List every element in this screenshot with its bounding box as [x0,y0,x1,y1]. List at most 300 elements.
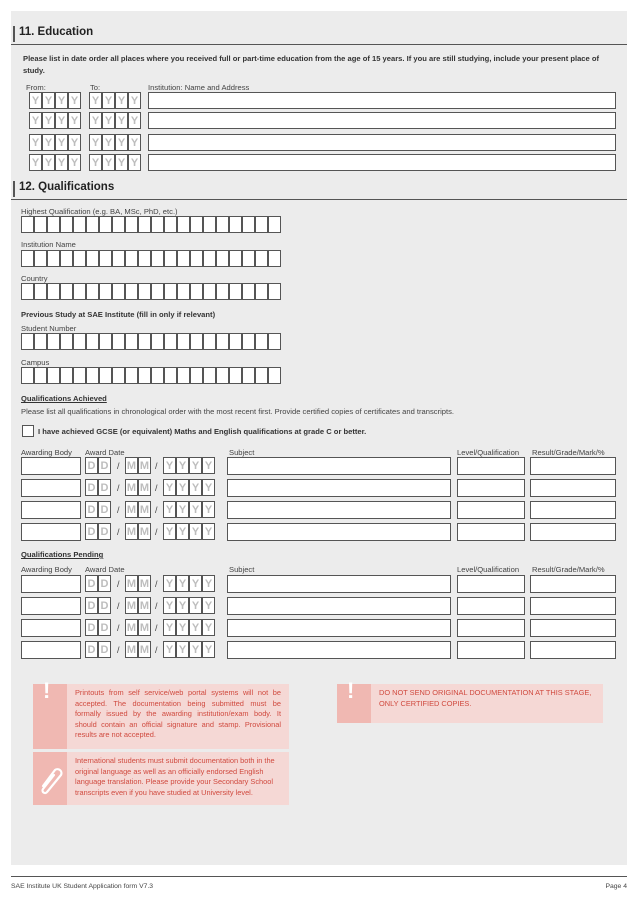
year-cells[interactable] [163,619,215,636]
awarding-body-field[interactable] [21,575,81,593]
year-cells[interactable] [163,597,215,614]
date-digit-cell[interactable]: M [138,575,151,592]
date-digit-cell[interactable]: M [125,479,138,496]
char-cell[interactable] [164,216,177,233]
char-cell[interactable] [60,367,73,384]
gcse-label: I have achieved GCSE (or equivalent) Maths and English qualifications at grade C or better. [38,427,367,436]
date-digit-cell[interactable]: Y [115,134,128,151]
date-digit-cell[interactable]: Y [55,92,68,109]
char-cell[interactable] [86,283,99,300]
char-cell[interactable] [73,283,86,300]
date-digit-cell[interactable]: M [138,501,151,518]
result-field[interactable] [530,641,616,659]
char-cell[interactable] [99,367,112,384]
result-field[interactable] [530,479,616,497]
col-level: Level/Qualification [457,448,520,457]
char-cell[interactable] [255,367,268,384]
char-cell[interactable] [216,216,229,233]
date-separator: / [155,579,158,589]
char-cell[interactable] [99,283,112,300]
char-cell[interactable] [242,333,255,350]
printouts-note-text: Printouts from self service/web portal systems will not be accepted. The documentation being submitted must be formally issued by the awarding institution/exam body. It should contain an official signature and stamp. Provisional results are not accepted. [75,688,281,739]
char-cell[interactable] [151,367,164,384]
date-digit-cell[interactable]: D [85,619,98,636]
char-cell[interactable] [151,283,164,300]
to-year-cells[interactable] [89,154,141,171]
date-digit-cell[interactable]: D [98,641,111,658]
date-digit-cell[interactable]: D [85,575,98,592]
char-cell[interactable] [177,283,190,300]
month-cells[interactable] [125,479,151,496]
date-digit-cell[interactable]: M [125,523,138,540]
student-number-label: Student Number [21,324,77,333]
date-digit-cell[interactable]: Y [176,479,189,496]
char-cell[interactable] [190,333,203,350]
char-cell[interactable] [268,216,281,233]
subject-field[interactable] [227,641,451,659]
date-digit-cell[interactable]: Y [189,457,202,474]
char-cell[interactable] [73,250,86,267]
date-digit-cell[interactable]: Y [202,479,215,496]
date-digit-cell[interactable]: Y [189,501,202,518]
date-digit-cell[interactable]: Y [189,479,202,496]
date-digit-cell[interactable]: Y [42,112,55,129]
year-cells[interactable] [163,641,215,658]
char-cell[interactable] [112,216,125,233]
col-level-pending: Level/Qualification [457,565,520,574]
char-cell[interactable] [151,333,164,350]
date-digit-cell[interactable]: M [138,523,151,540]
month-cells[interactable] [125,501,151,518]
date-digit-cell[interactable]: Y [176,457,189,474]
date-digit-cell[interactable]: Y [163,575,176,592]
date-digit-cell[interactable]: Y [68,154,81,171]
date-digit-cell[interactable]: Y [163,619,176,636]
institution-address-field[interactable] [148,92,616,109]
char-cell[interactable] [34,333,47,350]
char-cell[interactable] [60,250,73,267]
date-digit-cell[interactable]: M [125,619,138,636]
month-cells[interactable] [125,523,151,540]
result-field[interactable] [530,575,616,593]
level-field[interactable] [457,479,525,497]
campus-label: Campus [21,358,50,367]
date-digit-cell[interactable]: Y [202,575,215,592]
char-cell[interactable] [177,367,190,384]
day-cells[interactable] [85,479,111,496]
month-cells[interactable] [125,641,151,658]
char-cell[interactable] [125,333,138,350]
char-cell[interactable] [203,216,216,233]
result-field[interactable] [530,523,616,541]
char-cell[interactable] [203,333,216,350]
level-field[interactable] [457,523,525,541]
char-cell[interactable] [164,250,177,267]
char-cell[interactable] [268,333,281,350]
institution-address-field[interactable] [148,134,616,151]
gcse-checkbox[interactable] [22,425,34,437]
education-title: 11. Education [11,23,627,45]
date-digit-cell[interactable]: D [98,575,111,592]
date-digit-cell[interactable]: Y [176,501,189,518]
char-cell[interactable] [177,250,190,267]
date-digit-cell[interactable]: Y [115,92,128,109]
month-cells[interactable] [125,619,151,636]
char-cell[interactable] [216,333,229,350]
to-year-cells[interactable] [89,112,141,129]
date-digit-cell[interactable]: D [85,457,98,474]
awarding-body-field[interactable] [21,619,81,637]
char-cell[interactable] [125,250,138,267]
date-digit-cell[interactable]: Y [102,112,115,129]
subject-field[interactable] [227,479,451,497]
date-digit-cell[interactable]: Y [202,641,215,658]
date-digit-cell[interactable]: Y [163,641,176,658]
year-cells[interactable] [163,575,215,592]
char-cell[interactable] [229,216,242,233]
date-digit-cell[interactable]: M [125,641,138,658]
char-cell[interactable] [86,250,99,267]
char-cell[interactable] [21,367,34,384]
char-cell[interactable] [99,250,112,267]
date-digit-cell[interactable]: Y [128,112,141,129]
year-cells[interactable] [163,457,215,474]
char-cell[interactable] [112,367,125,384]
originals-note [337,678,603,723]
awarding-body-field[interactable] [21,501,81,519]
institution-address-field[interactable] [148,112,616,129]
char-cell[interactable] [190,250,203,267]
date-digit-cell[interactable]: Y [115,154,128,171]
char-cell[interactable] [138,250,151,267]
footer-rule [11,876,627,877]
highest-qualification-cells[interactable] [21,216,281,233]
date-digit-cell[interactable]: Y [163,523,176,540]
date-separator: / [117,601,120,611]
day-cells[interactable] [85,641,111,658]
result-field[interactable] [530,501,616,519]
date-digit-cell[interactable]: Y [189,641,202,658]
date-digit-cell[interactable]: D [98,597,111,614]
date-separator: / [117,527,120,537]
date-separator: / [117,483,120,493]
char-cell[interactable] [34,283,47,300]
date-digit-cell[interactable]: Y [189,523,202,540]
month-cells[interactable] [125,457,151,474]
char-cell[interactable] [268,250,281,267]
date-separator: / [117,623,120,633]
student-number-cells[interactable] [21,333,281,350]
char-cell[interactable] [255,216,268,233]
char-cell[interactable] [216,283,229,300]
international-note [33,752,289,805]
char-cell[interactable] [99,216,112,233]
char-cell[interactable] [229,250,242,267]
date-separator: / [155,645,158,655]
date-digit-cell[interactable]: Y [189,597,202,614]
date-digit-cell[interactable]: M [138,619,151,636]
col-award-date: Award Date [85,448,125,457]
char-cell[interactable] [164,333,177,350]
date-digit-cell[interactable]: M [125,457,138,474]
date-digit-cell[interactable]: Y [29,92,42,109]
char-cell[interactable] [47,250,60,267]
char-cell[interactable] [268,283,281,300]
char-cell[interactable] [73,216,86,233]
day-cells[interactable] [85,597,111,614]
char-cell[interactable] [86,333,99,350]
char-cell[interactable] [60,333,73,350]
char-cell[interactable] [47,283,60,300]
date-digit-cell[interactable]: Y [176,641,189,658]
char-cell[interactable] [190,216,203,233]
subject-field[interactable] [227,575,451,593]
col-awarding-body-pending: Awarding Body [21,565,72,574]
date-digit-cell[interactable]: D [98,501,111,518]
date-digit-cell[interactable]: Y [163,597,176,614]
char-cell[interactable] [203,367,216,384]
from-year-cells[interactable] [29,154,81,171]
awarding-body-field[interactable] [21,597,81,615]
char-cell[interactable] [112,333,125,350]
date-digit-cell[interactable]: Y [189,619,202,636]
level-field[interactable] [457,641,525,659]
date-digit-cell[interactable]: M [138,457,151,474]
date-separator: / [155,601,158,611]
char-cell[interactable] [60,283,73,300]
char-cell[interactable] [86,216,99,233]
char-cell[interactable] [21,283,34,300]
date-digit-cell[interactable]: Y [102,154,115,171]
from-year-cells[interactable] [29,112,81,129]
exclamation-icon: ! [33,684,67,749]
subject-field[interactable] [227,597,451,615]
date-digit-cell[interactable]: D [98,457,111,474]
char-cell[interactable] [242,216,255,233]
date-digit-cell[interactable]: Y [29,134,42,151]
char-cell[interactable] [47,333,60,350]
date-digit-cell[interactable]: Y [189,575,202,592]
char-cell[interactable] [60,216,73,233]
date-digit-cell[interactable]: D [98,619,111,636]
char-cell[interactable] [21,333,34,350]
date-separator: / [117,461,120,471]
char-cell[interactable] [229,333,242,350]
char-cell[interactable] [203,283,216,300]
char-cell[interactable] [73,333,86,350]
date-digit-cell[interactable]: Y [202,523,215,540]
char-cell[interactable] [242,283,255,300]
date-digit-cell[interactable]: Y [102,92,115,109]
day-cells[interactable] [85,619,111,636]
char-cell[interactable] [112,250,125,267]
char-cell[interactable] [99,333,112,350]
subject-field[interactable] [227,619,451,637]
char-cell[interactable] [242,250,255,267]
awarding-body-field[interactable] [21,641,81,659]
awarding-body-field[interactable] [21,479,81,497]
awarding-body-field[interactable] [21,457,81,475]
subject-field[interactable] [227,523,451,541]
char-cell[interactable] [216,367,229,384]
date-digit-cell[interactable]: Y [163,479,176,496]
char-cell[interactable] [47,216,60,233]
date-digit-cell[interactable]: M [138,597,151,614]
level-field[interactable] [457,597,525,615]
date-digit-cell[interactable]: D [98,523,111,540]
date-digit-cell[interactable]: M [125,501,138,518]
char-cell[interactable] [229,283,242,300]
char-cell[interactable] [229,367,242,384]
char-cell[interactable] [164,283,177,300]
char-cell[interactable] [21,216,34,233]
campus-cells[interactable] [21,367,281,384]
level-field[interactable] [457,619,525,637]
date-digit-cell[interactable]: Y [202,457,215,474]
date-digit-cell[interactable]: Y [89,154,102,171]
char-cell[interactable] [34,250,47,267]
result-field[interactable] [530,597,616,615]
date-digit-cell[interactable]: Y [176,523,189,540]
date-digit-cell[interactable]: Y [68,92,81,109]
date-digit-cell[interactable]: Y [89,134,102,151]
char-cell[interactable] [125,216,138,233]
char-cell[interactable] [151,250,164,267]
date-digit-cell[interactable]: Y [176,575,189,592]
char-cell[interactable] [190,283,203,300]
date-digit-cell[interactable]: D [85,501,98,518]
result-field[interactable] [530,457,616,475]
date-digit-cell[interactable]: D [85,479,98,496]
char-cell[interactable] [242,367,255,384]
date-digit-cell[interactable]: M [125,597,138,614]
date-digit-cell[interactable]: Y [176,597,189,614]
char-cell[interactable] [86,367,99,384]
date-digit-cell[interactable]: Y [202,619,215,636]
char-cell[interactable] [177,333,190,350]
result-field[interactable] [530,619,616,637]
date-digit-cell[interactable]: Y [42,92,55,109]
date-digit-cell[interactable]: Y [42,154,55,171]
char-cell[interactable] [255,283,268,300]
date-digit-cell[interactable]: Y [55,154,68,171]
char-cell[interactable] [177,216,190,233]
subject-field[interactable] [227,457,451,475]
date-digit-cell[interactable]: Y [163,501,176,518]
date-digit-cell[interactable]: Y [55,134,68,151]
date-digit-cell[interactable]: Y [89,92,102,109]
date-digit-cell[interactable]: D [85,597,98,614]
col-to: To: [90,83,101,92]
date-digit-cell[interactable]: M [138,479,151,496]
month-cells[interactable] [125,597,151,614]
date-digit-cell[interactable]: Y [128,154,141,171]
level-field[interactable] [457,457,525,475]
col-subject-pending: Subject [229,565,255,574]
char-cell[interactable] [34,367,47,384]
level-field[interactable] [457,575,525,593]
date-digit-cell[interactable]: D [98,479,111,496]
institution-address-field[interactable] [148,154,616,171]
subject-field[interactable] [227,501,451,519]
char-cell[interactable] [255,250,268,267]
year-cells[interactable] [163,501,215,518]
from-year-cells[interactable] [29,92,81,109]
date-digit-cell[interactable]: Y [128,134,141,151]
char-cell[interactable] [190,367,203,384]
day-cells[interactable] [85,575,111,592]
date-digit-cell[interactable]: Y [128,92,141,109]
date-digit-cell[interactable]: Y [163,457,176,474]
char-cell[interactable] [47,367,60,384]
day-cells[interactable] [85,523,111,540]
char-cell[interactable] [112,283,125,300]
date-digit-cell[interactable]: Y [68,134,81,151]
date-digit-cell[interactable]: Y [102,134,115,151]
date-digit-cell[interactable]: Y [68,112,81,129]
date-digit-cell[interactable]: M [125,575,138,592]
month-cells[interactable] [125,575,151,592]
to-year-cells[interactable] [89,134,141,151]
to-year-cells[interactable] [89,92,141,109]
date-digit-cell[interactable]: Y [176,619,189,636]
date-separator: / [155,461,158,471]
awarding-body-field[interactable] [21,523,81,541]
char-cell[interactable] [21,250,34,267]
char-cell[interactable] [268,367,281,384]
char-cell[interactable] [125,367,138,384]
date-digit-cell[interactable]: Y [202,597,215,614]
year-cells[interactable] [163,523,215,540]
char-cell[interactable] [203,250,216,267]
highest-qualification-label: Highest Qualification (e.g. BA, MSc, PhD, etc.) [21,207,178,216]
day-cells[interactable] [85,457,111,474]
day-cells[interactable] [85,501,111,518]
date-digit-cell[interactable]: Y [42,134,55,151]
from-year-cells[interactable] [29,134,81,151]
originals-note-text: DO NOT SEND ORIGINAL DOCUMENTATION AT THIS STAGE, ONLY CERTIFIED COPIES. [379,688,592,708]
char-cell[interactable] [255,333,268,350]
date-digit-cell[interactable]: D [85,641,98,658]
institution-name-cells[interactable] [21,250,281,267]
char-cell[interactable] [73,367,86,384]
country-cells[interactable] [21,283,281,300]
date-digit-cell[interactable]: M [138,641,151,658]
date-digit-cell[interactable]: Y [29,154,42,171]
date-digit-cell[interactable]: Y [29,112,42,129]
char-cell[interactable] [138,216,151,233]
date-digit-cell[interactable]: D [85,523,98,540]
date-digit-cell[interactable]: Y [115,112,128,129]
date-digit-cell[interactable]: Y [55,112,68,129]
country-label: Country [21,274,48,283]
char-cell[interactable] [151,216,164,233]
date-separator: / [155,623,158,633]
footer-form-name: SAE Institute UK Student Application form V7.3 [11,883,154,890]
char-cell[interactable] [164,367,177,384]
char-cell[interactable] [34,216,47,233]
date-digit-cell[interactable]: Y [89,112,102,129]
char-cell[interactable] [138,333,151,350]
char-cell[interactable] [138,367,151,384]
char-cell[interactable] [138,283,151,300]
char-cell[interactable] [125,283,138,300]
achieved-instruction: Please list all qualifications in chronological order with the most recent first. Provide certified copies of certificates and transcripts. [21,407,455,416]
date-digit-cell[interactable]: Y [202,501,215,518]
year-cells[interactable] [163,479,215,496]
level-field[interactable] [457,501,525,519]
char-cell[interactable] [216,250,229,267]
